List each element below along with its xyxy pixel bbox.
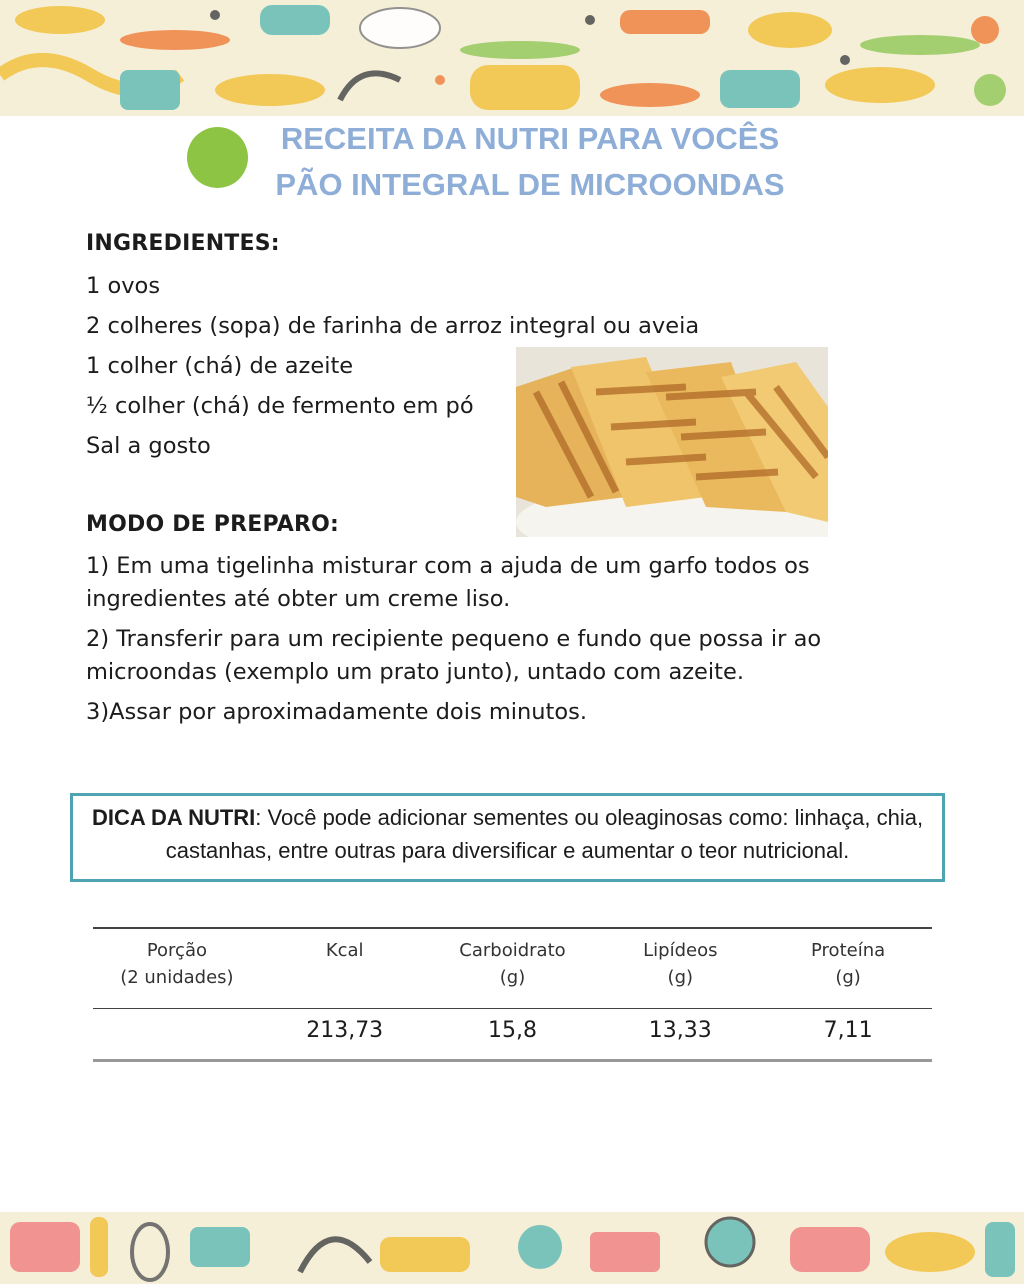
title-line-1: RECEITA DA NUTRI PARA VOCÊS	[280, 121, 780, 156]
ingredients-heading: INGREDIENTES:	[86, 231, 280, 256]
ingredient-item: Sal a gosto	[86, 433, 211, 459]
method-step: 3)Assar por aproximadamente dois minutos.	[86, 699, 587, 725]
table-header-row	[93, 928, 932, 1009]
column-header-lipids: Lipídeos (g)	[596, 928, 764, 1009]
column-header-protein: Proteína (g)	[764, 928, 932, 1009]
tip-text: : Você pode adicionar sementes ou oleaginosas como: linhaça, chia, castanhas, entre outras para diversificar e aumentar o teor nutricional.	[165, 805, 924, 863]
column-header-carbs: Carboidrato (g)	[429, 928, 597, 1009]
column-header-portion: Porção (2 unidades)	[93, 928, 261, 1009]
column-header-kcal: Kcal	[261, 928, 429, 1009]
cell-protein: 7,11	[764, 1009, 932, 1061]
top-decorative-banner	[0, 0, 1024, 116]
ingredient-item: 1 colher (chá) de azeite	[86, 353, 354, 379]
cell-kcal: 213,73	[261, 1009, 429, 1061]
bottom-decorative-banner	[0, 1212, 1024, 1284]
ingredient-item: 1 ovos	[86, 273, 161, 299]
ingredient-item: ½ colher (chá) de fermento em pó	[86, 393, 474, 419]
bread-photo	[516, 347, 828, 537]
method-step: 2) Transferir para um recipiente pequeno e fundo que possa ir ao microondas (exemplo um prato junto), untado com azeite.	[86, 626, 822, 685]
ingredient-item: 2 colheres (sopa) de farinha de arroz integral ou aveia	[86, 313, 700, 339]
cell-lipids: 13,33	[596, 1009, 764, 1061]
table-row	[93, 1009, 932, 1061]
cell-carbs: 15,8	[429, 1009, 597, 1061]
nutrition-table	[93, 927, 932, 1062]
tip-label: DICA DA NUTRI	[91, 805, 256, 830]
cell-portion	[93, 1009, 261, 1061]
method-heading: MODO DE PREPARO:	[86, 512, 340, 537]
tip-box	[70, 793, 945, 882]
method-step: 1) Em uma tigelinha misturar com a ajuda de um garfo todos os ingredientes até obter um creme liso.	[86, 553, 810, 612]
title-line-2: PÃO INTEGRAL DE MICROONDAS	[275, 167, 785, 202]
